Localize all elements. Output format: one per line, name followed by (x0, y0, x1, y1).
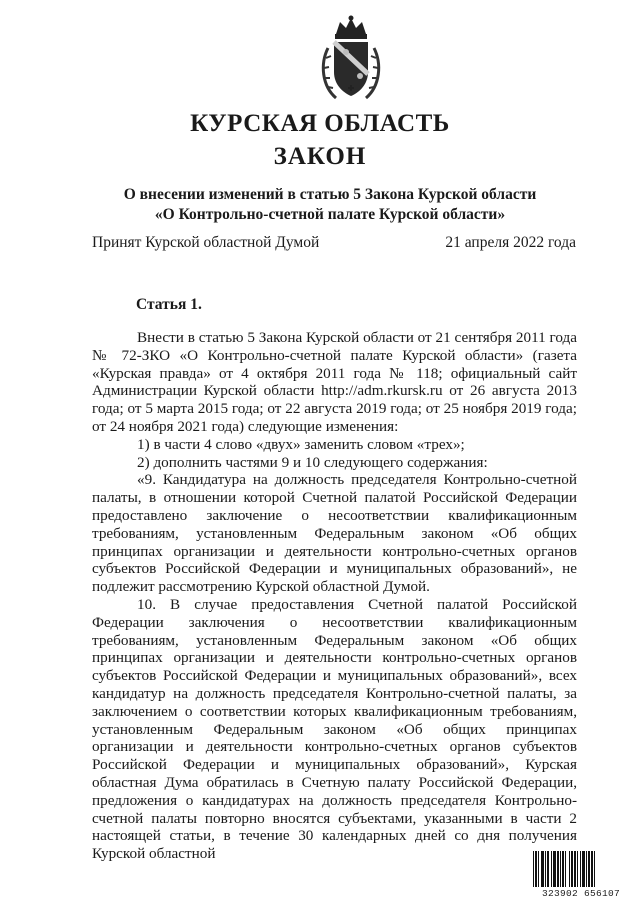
barcode-number: 323902 656107 (541, 888, 620, 899)
document-barcode (533, 851, 629, 899)
document-type: ЗАКОН (273, 143, 367, 170)
law-subject (0, 185, 640, 225)
paragraph-intro: Внести в статью 5 Закона Курской области от 21 сентября 2011 года № 72-ЗКО «О Контрольно-счетной палате Курской области» (газета «Курская правда» от 4 октября 2011 года № 118; официальный сайт Администрации Курской области http://adm.rkursk.ru от 26 августа 2013 года; от 5 марта 2015 года; от 22 августа 2019 года; от 25 ноября 2019 года; от 24 ноября 2021 года) следующие изменения: (92, 329, 577, 435)
subject-line-2: «О Контрольно-счетной палате Курской области» (154, 206, 506, 223)
paragraph-part-10: 10. В случае предоставления Счетной палатой Российской Федерации заключения о несоответствии квалификационным требованиям, установленным Федеральным законом «Об общих принципах организации и деятельности контрольно-счетных органов субъектов Российской Федерации и муниципальных образований», всех кандидатур на должность председателя Контрольно-счетной палаты, за заключением о соответствии которых квалификационным требованиям, установленным Федеральным законом «Об общих принципах организации и деятельности контрольно-счетных органов субъектов Российской Федерации и муниципальных образований», Курская областная Дума обратилась в Счетную палату Российской Федерации, предложения о кандидатурах на должность председателя Контрольно-счетной палаты повторно вносятся субъектами, указанными в части 2 настоящей статьи, в течение 30 календарных дней со дня получения Курской областной (92, 595, 577, 863)
accepted-by: Принят Курской областной Думой (92, 234, 320, 251)
adoption-date: 21 апреля 2022 года (445, 234, 576, 251)
article-body (92, 329, 577, 863)
kursk-coat-of-arms-icon (318, 14, 384, 102)
article-title: Статья 1. (136, 296, 202, 313)
barcode-stripe (595, 851, 596, 887)
subject-line-1: О внесении изменений в статью 5 Закона Курской области (123, 186, 537, 203)
paragraph-item-2: 2) дополнить частями 9 и 10 следующего содержания: (137, 453, 488, 471)
paragraph-part-9: «9. Кандидатура на должность председателя Контрольно-счетной палаты, в отношении которой Счетной палатой Российской Федерации предоставлено заключение о несоответствии квалификационным требованиям, установленным Федеральным законом «Об общих принципах организации и деятельности контрольно-счетных органов субъектов Российской Федерации и муниципальных образований», не подлежит рассмотрению Курской областной Думой. (92, 471, 577, 596)
paragraph-item-1: 1) в части 4 слово «двух» заменить словом «трех»; (137, 435, 465, 453)
barcode-icon (533, 851, 629, 887)
region-title: КУРСКАЯ ОБЛАСТЬ (190, 110, 450, 137)
